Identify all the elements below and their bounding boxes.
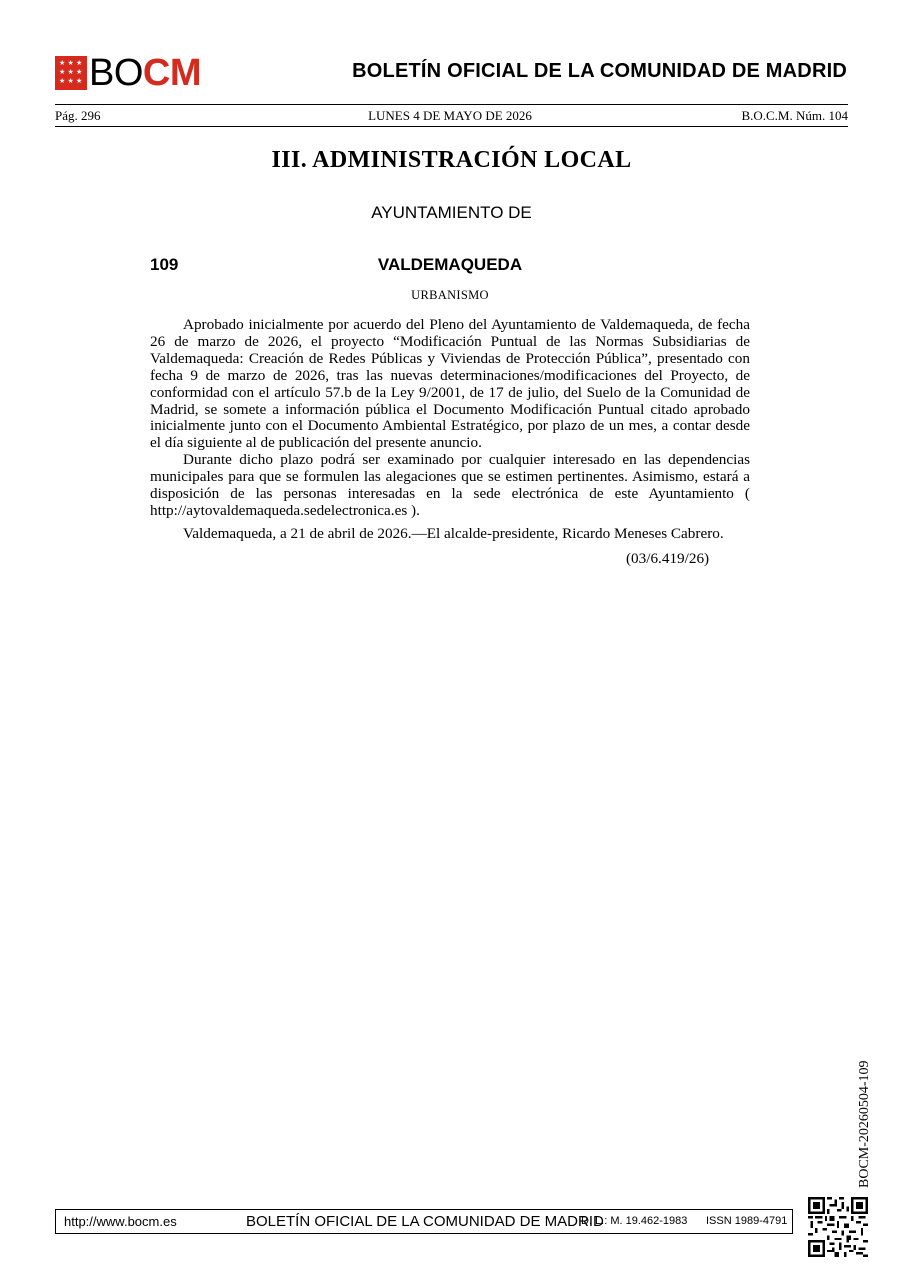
municipality-heading: VALDEMAQUEDA <box>377 255 523 274</box>
qr-code-icon <box>808 1197 868 1257</box>
paragraph-1: Aprobado inicialmente por acuerdo del Pleno del Ayuntamiento de Valdemaqueda, de fecha 26 de marzo de 2026, el proyecto “Modificación Puntual de las Normas Subsidiarias de Valdemaqueda: Creación de Redes Públicas y Viviendas de Protección Pública”, presentado con fecha 9 de marzo de 2026, tras las nuevas determinaciones/modificaciones del Proyecto, de conformidad con el artículo 57.b de la Ley 9/2001, de 17 de julio, del Suelo de la Comunidad de Madrid, se somete a información pública el Documento Modificación Puntual citado aprobado inicialmente junto con el Documento Ambiental Estratégico, por plazo de un mes, a contar desde el día siguiente al de publicación del presente anuncio. <box>150 316 750 452</box>
side-document-code: BOCM-20260504-109 <box>857 1060 872 1188</box>
page-number: Pág. 296 <box>55 108 101 123</box>
footer-bar <box>55 1209 793 1234</box>
bocm-logo <box>55 52 217 94</box>
entity-heading: AYUNTAMIENTO DE <box>371 203 532 222</box>
logo-text-bo: BO <box>89 52 143 94</box>
logo-text-cm: CM <box>142 52 202 94</box>
issue-number: B.O.C.M. Núm. 104 <box>741 108 848 123</box>
issn: ISSN 1989-4791 <box>706 1215 788 1227</box>
announcement-number: 109 <box>150 255 179 274</box>
signature-line: Valdemaqueda, a 21 de abril de 2026.—El alcalde-presidente, Ricardo Meneses Cabrero. <box>183 524 724 542</box>
madrid-flag-icon: ★ ★ ★ ★ ★ ★ ★ ★ ★ <box>55 56 87 90</box>
section-title: III. ADMINISTRACIÓN LOCAL <box>271 147 632 173</box>
footer-title: BOLETÍN OFICIAL DE LA COMUNIDAD DE MADRID <box>246 1213 604 1230</box>
announcement-body <box>150 317 750 543</box>
footer-url-link[interactable]: http://www.bocm.es <box>64 1214 177 1229</box>
paragraph-2: Durante dicho plazo podrá ser examinado por cualquier interesado en las dependencias municipales para que se formulen las alegaciones que se estimen pertinentes. Asimismo, estará a disposición de las personas interesadas en la sede electrónica de este Ayuntamiento ( http://aytovaldemaqueda.sedelectronica.es ). <box>150 451 750 519</box>
reference-code: (03/6.419/26) <box>626 550 710 567</box>
header-rule-top <box>55 104 848 105</box>
masthead-title: BOLETÍN OFICIAL DE LA COMUNIDAD DE MADRID <box>352 60 847 82</box>
subject-heading: URBANISMO <box>411 288 489 302</box>
header-rule-bottom <box>55 126 848 127</box>
issue-date: LUNES 4 DE MAYO DE 2026 <box>368 108 532 123</box>
legal-deposit: D. L.: M. 19.462-1983 <box>581 1215 688 1227</box>
